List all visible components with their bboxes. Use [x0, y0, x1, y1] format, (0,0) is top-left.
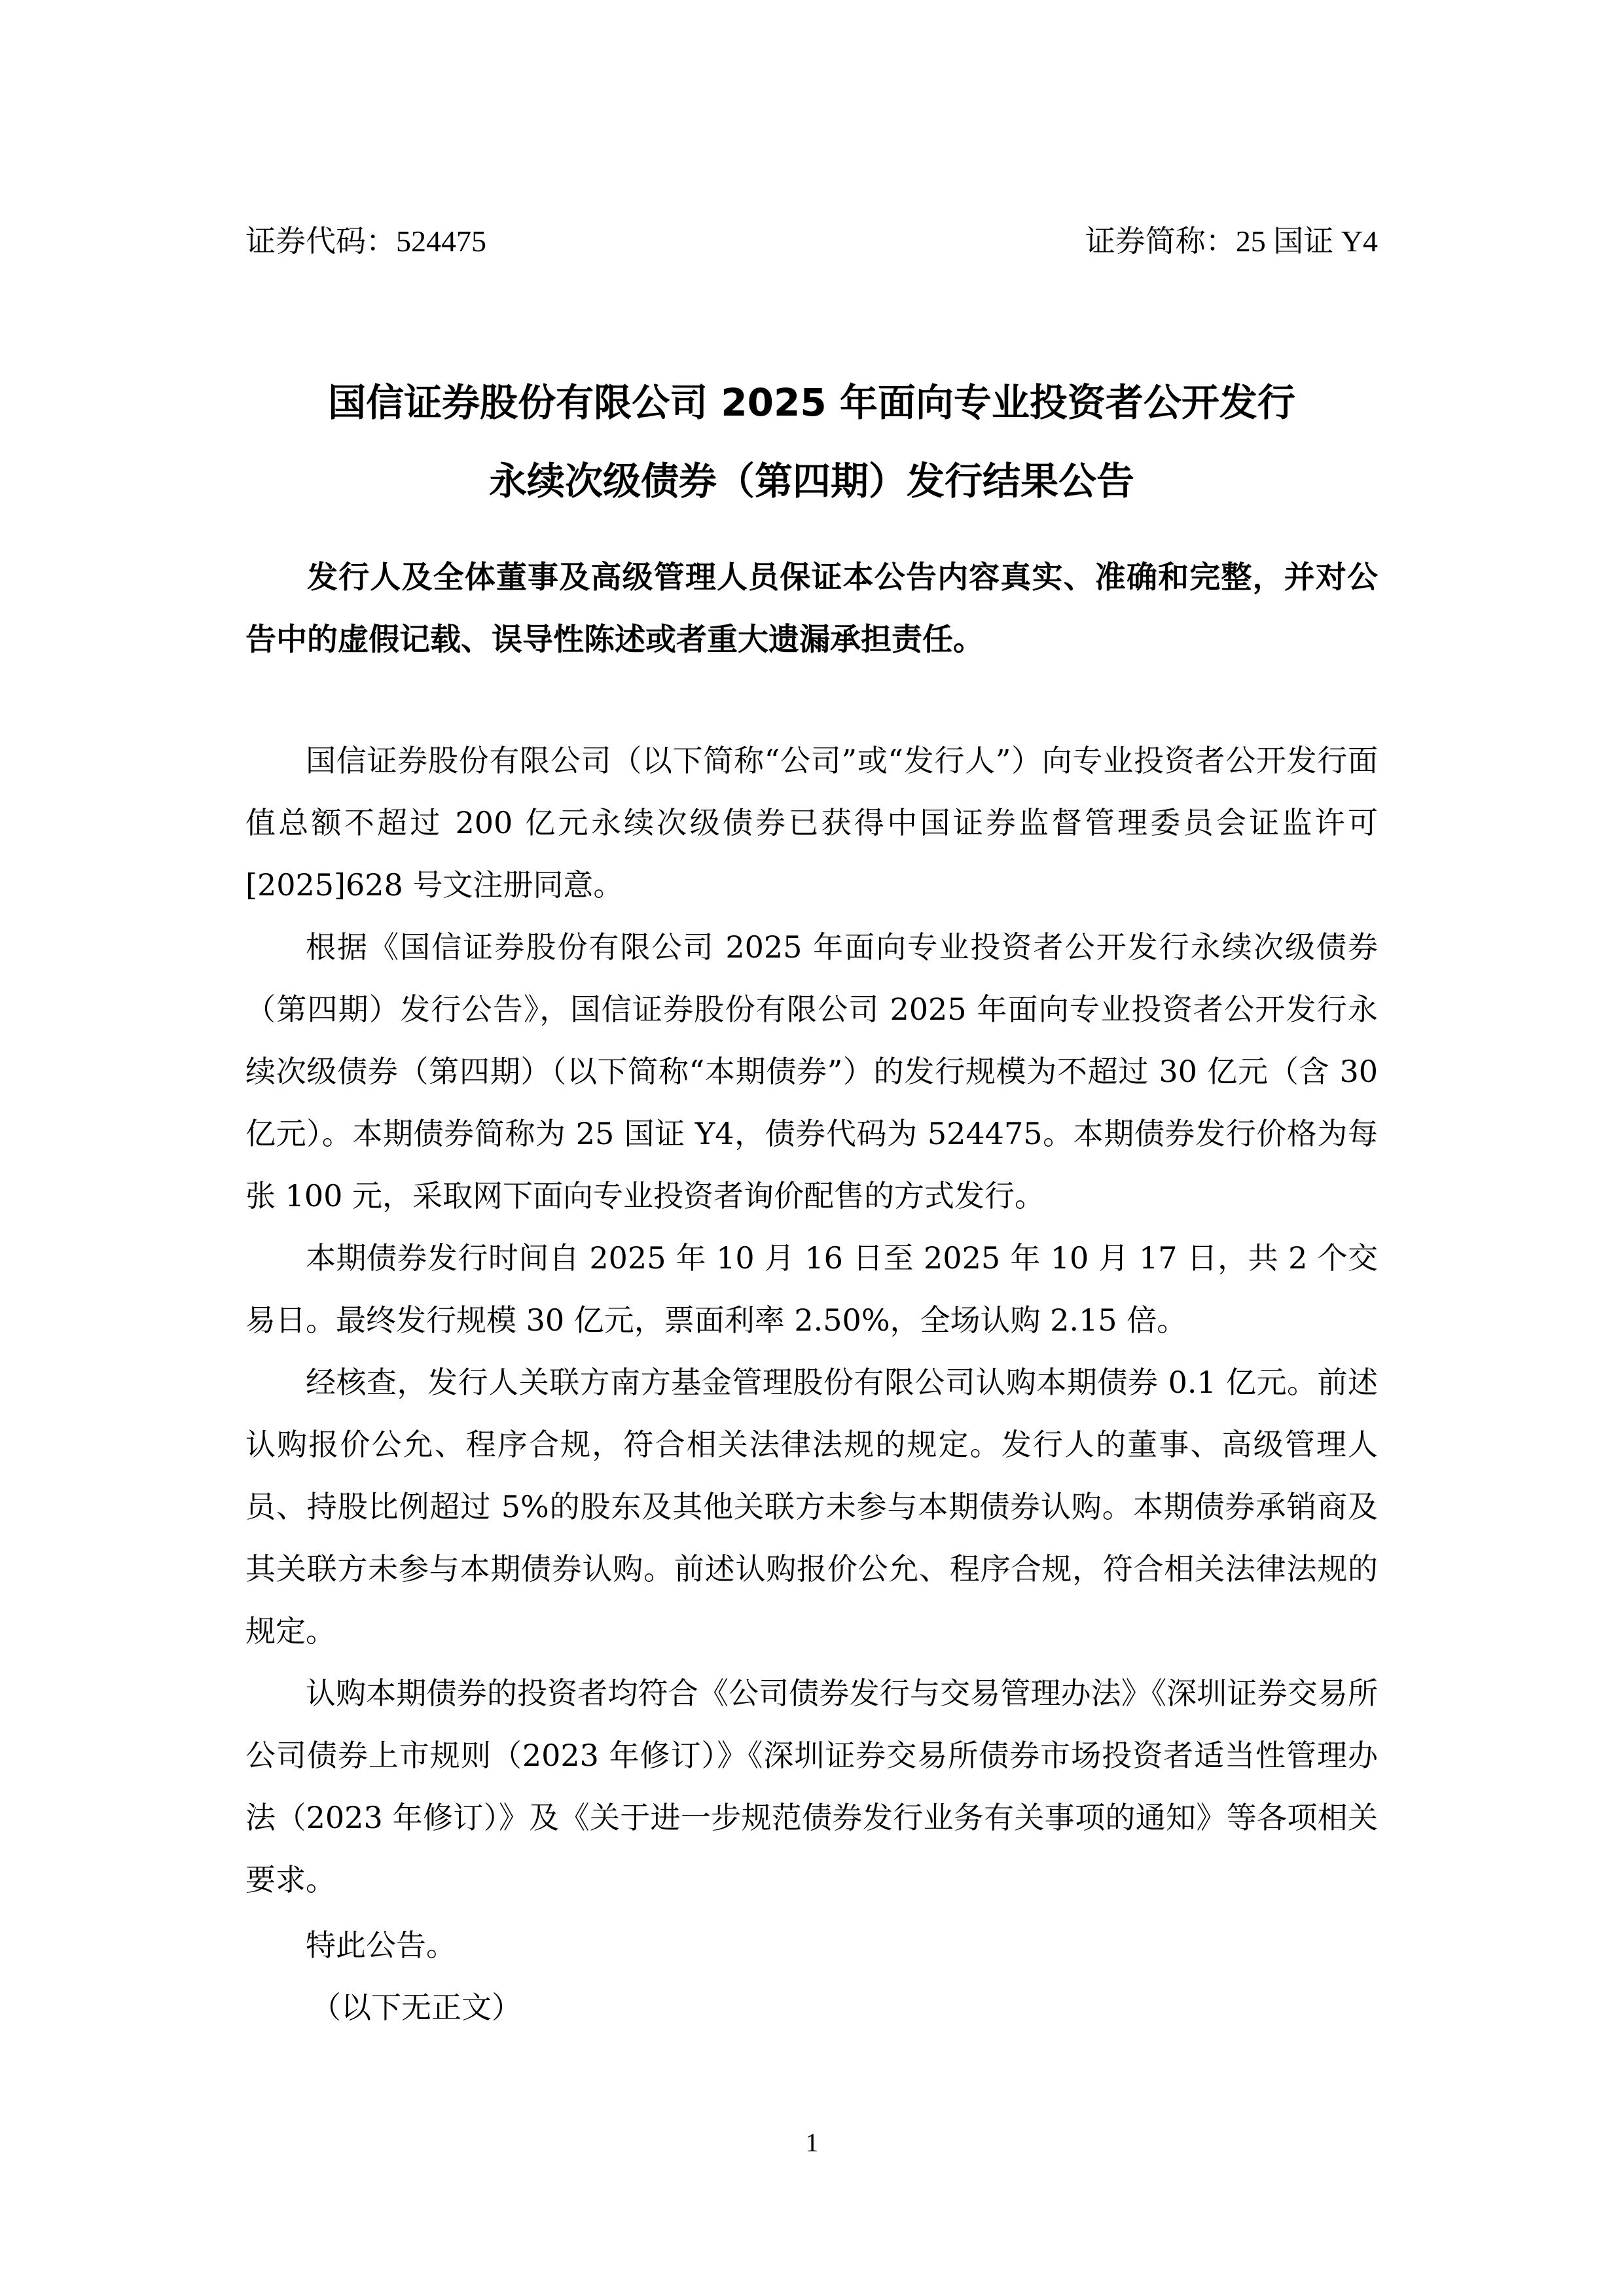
document-title: [245, 363, 1378, 520]
document-body: [245, 730, 1378, 1911]
page-number: 1: [805, 2128, 819, 2157]
responsibility-statement: 发行人及全体董事及高级管理人员保证本公告内容真实、准确和完整，并对公告中的虚假记载、误导性陈述或者重大遗漏承担责任。: [245, 560, 1378, 658]
paragraph-issuance-result: 本期债券发行时间自 2025 年 10 月 16 日至 2025 年 10 月 17 日，共 2 个交易日。最终发行规模 30 亿元，票面利率 2.50%，全场认购 2.15 倍。: [245, 1240, 1378, 1338]
paragraph-issuance-scale: 根据《国信证券股份有限公司 2025 年面向专业投资者公开发行永续次级债券（第四期）发行公告》，国信证券股份有限公司 2025 年面向专业投资者公开发行永续次级债券（第四期）（以下简称“本期债券”）的发行规模为不超过 30 亿元（含 30 亿元）。本期债券简称为 25 国证 Y4，债券代码为 524475。本期债券发行价格为每张 100 元，采取网下面向专业投资者询价配售的方式发行。: [245, 929, 1378, 1213]
title-line-1: 国信证券股份有限公司 2025 年面向专业投资者公开发行: [328, 380, 1295, 425]
document-closing: [245, 1914, 1378, 2039]
title-line-2: 永续次级债券（第四期）发行结果公告: [488, 459, 1134, 503]
paragraph-registration: 国信证券股份有限公司（以下简称“公司”或“发行人”）向专业投资者公开发行面值总额不超过 200 亿元永续次级债券已获得中国证券监督管理委员会证监许可[2025]628 号文注册同意。: [245, 743, 1378, 903]
document-header: [245, 213, 1378, 265]
closing-notice: 特此公告。: [306, 1928, 456, 1963]
no-more-text-note: （以下无正文）: [311, 1990, 522, 2025]
security-short-name: 证券简称：25 国证 Y4: [1085, 224, 1378, 258]
paragraph-compliance: 认购本期债券的投资者均符合《公司债券发行与交易管理办法》《深圳证券交易所公司债券上市规则（2023 年修订）》《深圳证券交易所债券市场投资者适当性管理办法（2023 年修订）》及《关于进一步规范债券发行业务有关事项的通知》等各项相关要求。: [245, 1676, 1378, 1897]
security-code: 证券代码：524475: [245, 224, 486, 258]
paragraph-related-party: 经核查，发行人关联方南方基金管理股份有限公司认购本期债券 0.1 亿元。前述认购报价公允、程序合规，符合相关法律法规的规定。发行人的董事、高级管理人员、持股比例超过 5%的股东及其他关联方未参与本期债券认购。本期债券承销商及其关联方未参与本期债券认购。前述认购报价公允、程序合规，符合相关法律法规的规定。: [245, 1365, 1378, 1649]
